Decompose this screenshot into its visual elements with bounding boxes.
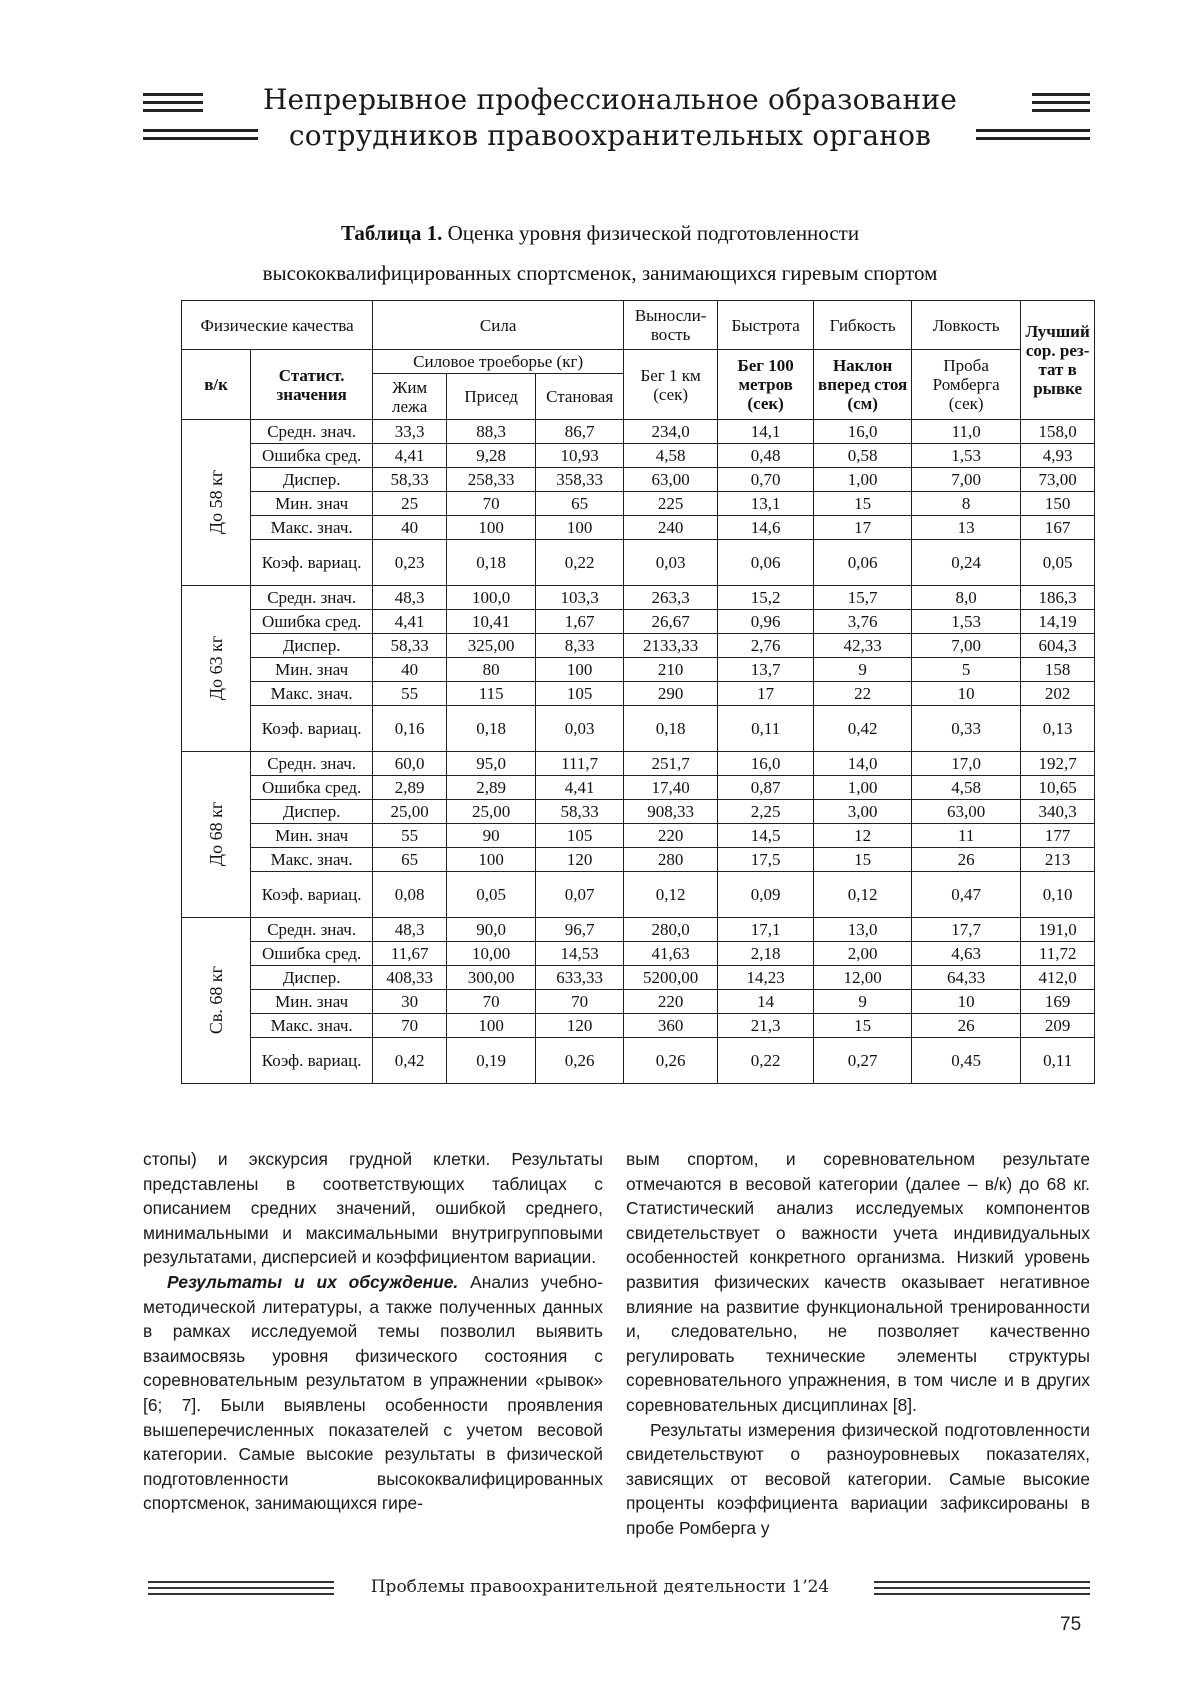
table-cell: 0,10: [1021, 872, 1095, 918]
table-cell: 0,58: [814, 444, 912, 468]
table-cell: 0,09: [718, 872, 814, 918]
table-cell: 70: [373, 1014, 447, 1038]
stat-label: Коэф. вариац.: [251, 1038, 373, 1084]
table-cell: 17: [814, 516, 912, 540]
table-cell: 13,7: [718, 658, 814, 682]
stat-label: Мин. знач: [251, 990, 373, 1014]
table-cell: 0,24: [912, 540, 1021, 586]
table-cell: 2,00: [814, 942, 912, 966]
table-cell: 40: [373, 658, 447, 682]
table-row: [182, 634, 1095, 658]
table-row: [182, 586, 1095, 610]
table-cell: 11: [912, 824, 1021, 848]
table-cell: 0,45: [912, 1038, 1021, 1084]
table-cell: 4,41: [373, 610, 447, 634]
table-cell: 0,23: [373, 540, 447, 586]
table-cell: 14,23: [718, 966, 814, 990]
header-beg-1km: Бег 1 км (сек): [624, 350, 718, 420]
table-cell: 17,0: [912, 752, 1021, 776]
table-cell: 0,26: [624, 1038, 718, 1084]
table-cell: 0,03: [536, 706, 624, 752]
table-row: [182, 682, 1095, 706]
table-cell: 90: [447, 824, 536, 848]
table-cell: 11,72: [1021, 942, 1095, 966]
table-cell: 0,26: [536, 1038, 624, 1084]
table-cell: 30: [373, 990, 447, 1014]
table-cell: 64,33: [912, 966, 1021, 990]
stat-label: Макс. знач.: [251, 848, 373, 872]
stat-label: Ошибка сред.: [251, 444, 373, 468]
table-cell: 17,1: [718, 918, 814, 942]
table-cell: 86,7: [536, 420, 624, 444]
table-cell: 4,41: [373, 444, 447, 468]
table-cell: 4,63: [912, 942, 1021, 966]
table-cell: 26,67: [624, 610, 718, 634]
table-row: [182, 824, 1095, 848]
table-cell: 209: [1021, 1014, 1095, 1038]
table-cell: 1,00: [814, 468, 912, 492]
table-row: [182, 872, 1095, 918]
table-cell: 4,58: [624, 444, 718, 468]
weight-category-text: До 63 кг: [206, 635, 227, 701]
stat-label: Ошибка сред.: [251, 776, 373, 800]
table-row: [182, 1038, 1095, 1084]
table-cell: 16,0: [814, 420, 912, 444]
table-cell: 100: [536, 658, 624, 682]
table-row: [182, 658, 1095, 682]
header-rule-right-2: [1032, 101, 1090, 104]
header-sila: Сила: [373, 301, 624, 350]
table-cell: 0,19: [447, 1038, 536, 1084]
table-cell: 0,48: [718, 444, 814, 468]
table-row: [182, 420, 1095, 444]
table-cell: 0,06: [814, 540, 912, 586]
table-cell: 26: [912, 848, 1021, 872]
stat-label: Мин. знач: [251, 658, 373, 682]
running-head-line2: сотрудников правоохранительных органов: [288, 119, 932, 152]
stat-label: Средн. знач.: [251, 918, 373, 942]
stat-label: Коэф. вариац.: [251, 540, 373, 586]
weight-category-label: [182, 420, 251, 586]
header-naklon: Наклон вперед стоя (см): [814, 350, 912, 420]
weight-category-text: Св. 68 кг: [206, 965, 227, 1035]
table-row: [182, 966, 1095, 990]
table-cell: 0,05: [447, 872, 536, 918]
table-row: [182, 444, 1095, 468]
header-rule-left-3: [143, 109, 203, 112]
table-cell: 263,3: [624, 586, 718, 610]
table-cell: 100: [447, 848, 536, 872]
table-cell: 100: [447, 1014, 536, 1038]
table-cell: 14,53: [536, 942, 624, 966]
weight-category-text: До 58 кг: [206, 469, 227, 535]
footer-rule-right-2: [874, 1587, 1090, 1589]
table-cell: 95,0: [447, 752, 536, 776]
page-number: 75: [1060, 1614, 1082, 1635]
weight-category-text: До 68 кг: [206, 801, 227, 867]
table-cell: 7,00: [912, 468, 1021, 492]
table-cell: 22: [814, 682, 912, 706]
table-cell: 0,06: [718, 540, 814, 586]
table-cell: 2,89: [373, 776, 447, 800]
table-cell: 14,6: [718, 516, 814, 540]
table-row: [182, 1014, 1095, 1038]
table-cell: 0,87: [718, 776, 814, 800]
table-cell: 412,0: [1021, 966, 1095, 990]
header-stanovaya: Становая: [536, 374, 624, 420]
header-bystrota: Быстрота: [718, 301, 814, 350]
header-stat-values: Статист. значения: [251, 350, 373, 420]
table-row: [182, 516, 1095, 540]
table-cell: 0,22: [536, 540, 624, 586]
table-cell: 0,03: [624, 540, 718, 586]
table-cell: 0,16: [373, 706, 447, 752]
weight-category-label: [182, 918, 251, 1084]
table-cell: 14: [718, 990, 814, 1014]
table-cell: 13: [912, 516, 1021, 540]
table-cell: 10,93: [536, 444, 624, 468]
table-cell: 63,00: [912, 800, 1021, 824]
header-prised: Присед: [447, 374, 536, 420]
weight-category-label: [182, 752, 251, 918]
table-cell: 0,42: [373, 1038, 447, 1084]
table-cell: 12,00: [814, 966, 912, 990]
table-cell: 0,13: [1021, 706, 1095, 752]
table-cell: 26: [912, 1014, 1021, 1038]
table-cell: 58,33: [536, 800, 624, 824]
table-cell: 105: [536, 682, 624, 706]
table-cell: 0,07: [536, 872, 624, 918]
table-cell: 9: [814, 658, 912, 682]
table-cell: 169: [1021, 990, 1095, 1014]
table-cell: 0,22: [718, 1038, 814, 1084]
table-cell: 73,00: [1021, 468, 1095, 492]
table-cell: 90,0: [447, 918, 536, 942]
table-cell: 9: [814, 990, 912, 1014]
table-cell: 2,18: [718, 942, 814, 966]
table-cell: 0,33: [912, 706, 1021, 752]
body-column-right: [626, 1147, 1090, 1541]
table-cell: 65: [373, 848, 447, 872]
table-cell: 186,3: [1021, 586, 1095, 610]
paragraph-text: Анализ учебно-методической литературы, а также полученных данных в рамках исследуемой темы позволил выявить взаимосвязь уровня физического состояния с соревновательным результатом в упражнении «рывок» [6; 7]. Были выявлены особенности проявления вышеперечисленных показателей с учетом весовой категории. Самые высокие результаты в физической подготовленности высококвалифицированных спортсменок, занимающихся гире-: [143, 1271, 603, 1514]
header-triathlon: Силовое троеборье (кг): [373, 350, 624, 374]
table-cell: 2,76: [718, 634, 814, 658]
stat-label: Диспер.: [251, 800, 373, 824]
table-cell: 42,33: [814, 634, 912, 658]
table-cell: 251,7: [624, 752, 718, 776]
table-cell: 0,05: [1021, 540, 1095, 586]
table-cell: 88,3: [447, 420, 536, 444]
table-cell: 10,65: [1021, 776, 1095, 800]
table-cell: 225: [624, 492, 718, 516]
table-cell: 325,00: [447, 634, 536, 658]
table-caption-text: Оценка уровня физической подготовленности: [442, 221, 860, 245]
table-cell: 48,3: [373, 586, 447, 610]
table-cell: 55: [373, 682, 447, 706]
table-row: [182, 990, 1095, 1014]
table-row: [182, 706, 1095, 752]
header-vk: в/к: [182, 350, 251, 420]
table-cell: 3,76: [814, 610, 912, 634]
stat-label: Макс. знач.: [251, 516, 373, 540]
paragraph: стопы) и экскурсия грудной клетки. Результаты представлены в соответствующих таблицах с описанием средних значений, ошибкой среднего, минимальными и максимальными внутригрупповыми результатами, дисперсией и коэффициентом вариации.: [143, 1149, 603, 1268]
table-cell: 213: [1021, 848, 1095, 872]
table-cell: 340,3: [1021, 800, 1095, 824]
table-cell: 0,27: [814, 1038, 912, 1084]
table-cell: 220: [624, 824, 718, 848]
table-cell: 158: [1021, 658, 1095, 682]
table-cell: 300,00: [447, 966, 536, 990]
table-cell: 40: [373, 516, 447, 540]
table-cell: 14,19: [1021, 610, 1095, 634]
table-cell: 100: [447, 516, 536, 540]
table-cell: 0,18: [447, 540, 536, 586]
section-heading: Результаты и их обсуждение.: [167, 1271, 459, 1292]
table-cell: 21,3: [718, 1014, 814, 1038]
table-row: [182, 800, 1095, 824]
header-rule-left-4: [143, 129, 258, 132]
table-cell: 1,00: [814, 776, 912, 800]
table-cell: 7,00: [912, 634, 1021, 658]
table-cell: 80: [447, 658, 536, 682]
table-cell: 15: [814, 1014, 912, 1038]
table-cell: 0,08: [373, 872, 447, 918]
table-cell: 633,33: [536, 966, 624, 990]
header-rule-left-2: [143, 101, 203, 104]
table-caption: [150, 221, 1050, 246]
table-cell: 8,33: [536, 634, 624, 658]
table-cell: 105: [536, 824, 624, 848]
table-cell: 13,0: [814, 918, 912, 942]
stat-label: Макс. знач.: [251, 682, 373, 706]
table-cell: 17: [718, 682, 814, 706]
table-row: [182, 540, 1095, 586]
header-rule-left-1: [143, 93, 203, 96]
table-cell: 358,33: [536, 468, 624, 492]
table-cell: 5: [912, 658, 1021, 682]
table-cell: 100,0: [447, 586, 536, 610]
table-cell: 15: [814, 492, 912, 516]
table-cell: 1,67: [536, 610, 624, 634]
weight-category-label: [182, 586, 251, 752]
table-caption-label: Таблица 1.: [340, 221, 443, 245]
header-vynoslivost: Выносли-вость: [624, 301, 718, 350]
table-cell: 41,63: [624, 942, 718, 966]
table-cell: 2,25: [718, 800, 814, 824]
table-cell: 111,7: [536, 752, 624, 776]
table-row: [182, 492, 1095, 516]
table-cell: 10,00: [447, 942, 536, 966]
table-cell: 0,12: [814, 872, 912, 918]
journal-footer: Проблемы правоохранительной деятельности 1’24: [370, 1577, 830, 1597]
table-cell: 70: [447, 990, 536, 1014]
table-cell: 4,41: [536, 776, 624, 800]
table-cell: 11,0: [912, 420, 1021, 444]
table-cell: 2,89: [447, 776, 536, 800]
table-cell: 58,33: [373, 634, 447, 658]
table-cell: 70: [536, 990, 624, 1014]
table-cell: 17,40: [624, 776, 718, 800]
table-cell: 167: [1021, 516, 1095, 540]
table-cell: 15,7: [814, 586, 912, 610]
body-column-left: [143, 1147, 603, 1516]
table-cell: 100: [536, 516, 624, 540]
table-row: [182, 468, 1095, 492]
table-cell: 258,33: [447, 468, 536, 492]
table-cell: 280,0: [624, 918, 718, 942]
table-cell: 8: [912, 492, 1021, 516]
table-cell: 15,2: [718, 586, 814, 610]
table-cell: 12: [814, 824, 912, 848]
table-cell: 3,00: [814, 800, 912, 824]
stat-label: Ошибка сред.: [251, 610, 373, 634]
table-cell: 0,12: [624, 872, 718, 918]
running-head: [260, 82, 960, 154]
header-beg-100m: Бег 100 метров (сек): [718, 350, 814, 420]
table-cell: 0,47: [912, 872, 1021, 918]
header-rule-right-3: [1032, 109, 1090, 112]
table-cell: 2133,33: [624, 634, 718, 658]
table-cell: 14,1: [718, 420, 814, 444]
table-row: [182, 942, 1095, 966]
stat-label: Мин. знач: [251, 824, 373, 848]
footer-rule-right-3: [874, 1593, 1090, 1595]
table-cell: 280: [624, 848, 718, 872]
table-cell: 96,7: [536, 918, 624, 942]
header-rule-right-4: [976, 129, 1090, 132]
table-cell: 1,53: [912, 444, 1021, 468]
table-cell: 33,3: [373, 420, 447, 444]
paragraph: Результаты измерения физической подготовленности свидетельствуют о разноуровневых показателях, зависящих от весовой категории. Самые высокие проценты коэффициента вариации зафиксированы в пробе Ромберга у: [626, 1419, 1090, 1538]
header-phys-qualities: Физические качества: [182, 301, 373, 350]
table-cell: 360: [624, 1014, 718, 1038]
table-caption-line2: высококвалифицированных спортсменок, занимающихся гиревым спортом: [262, 261, 938, 285]
table-cell: 1,53: [912, 610, 1021, 634]
table-cell: 0,11: [1021, 1038, 1095, 1084]
table-cell: 120: [536, 1014, 624, 1038]
table-cell: 210: [624, 658, 718, 682]
table-cell: 202: [1021, 682, 1095, 706]
table-cell: 150: [1021, 492, 1095, 516]
data-table: [181, 300, 1095, 1084]
stat-label: Коэф. вариац.: [251, 872, 373, 918]
table-cell: 191,0: [1021, 918, 1095, 942]
header-rule-left-5: [143, 137, 258, 140]
table-cell: 55: [373, 824, 447, 848]
stat-label: Средн. знач.: [251, 586, 373, 610]
table-row: [182, 918, 1095, 942]
header-zhim: Жим лежа: [373, 374, 447, 420]
table-cell: 60,0: [373, 752, 447, 776]
header-rule-right-5: [976, 137, 1090, 140]
table-cell: 58,33: [373, 468, 447, 492]
table-cell: 65: [536, 492, 624, 516]
table-cell: 63,00: [624, 468, 718, 492]
table-cell: 408,33: [373, 966, 447, 990]
table-cell: 220: [624, 990, 718, 1014]
table-cell: 16,0: [718, 752, 814, 776]
stat-label: Средн. знач.: [251, 420, 373, 444]
table-cell: 908,33: [624, 800, 718, 824]
table-cell: 10: [912, 682, 1021, 706]
table-cell: 120: [536, 848, 624, 872]
header-rule-right-1: [1032, 93, 1090, 96]
table-cell: 234,0: [624, 420, 718, 444]
table-cell: 240: [624, 516, 718, 540]
table-cell: 103,3: [536, 586, 624, 610]
table-cell: 25,00: [447, 800, 536, 824]
table-cell: 15: [814, 848, 912, 872]
table-cell: 192,7: [1021, 752, 1095, 776]
running-head-line1: Непрерывное профессиональное образование: [262, 83, 958, 116]
paragraph: вым спортом, и соревновательном результате отмечаются в весовой категории (далее – в/к) до 68 кг. Статистический анализ исследуемых компонентов свидетельствует о важности учета индивидуальных особенностей конкретного организма. Низкий уровень развития физических качеств оказывает негативное влияние на развитие функциональной тренированности и, следовательно, не позволяет качественно регулировать технические элементы структуры соревновательного упражнения, в том числе и в других соревновательных дисциплинах [8].: [626, 1149, 1090, 1415]
header-best-result: Лучший сор. рез-тат в рывке: [1021, 301, 1095, 420]
table-cell: 14,0: [814, 752, 912, 776]
stat-label: Средн. знач.: [251, 752, 373, 776]
stat-label: Мин. знач: [251, 492, 373, 516]
stat-label: Коэф. вариац.: [251, 706, 373, 752]
table-cell: 13,1: [718, 492, 814, 516]
table-cell: 158,0: [1021, 420, 1095, 444]
table-cell: 9,28: [447, 444, 536, 468]
table-row: [182, 848, 1095, 872]
table-cell: 0,42: [814, 706, 912, 752]
footer-rule-right-1: [874, 1581, 1090, 1583]
table-cell: 290: [624, 682, 718, 706]
stat-label: Диспер.: [251, 634, 373, 658]
table-cell: 48,3: [373, 918, 447, 942]
stat-label: Ошибка сред.: [251, 942, 373, 966]
table-cell: 177: [1021, 824, 1095, 848]
stat-label: Диспер.: [251, 966, 373, 990]
table-cell: 11,67: [373, 942, 447, 966]
table-cell: 0,11: [718, 706, 814, 752]
header-gibkost: Гибкость: [814, 301, 912, 350]
table-cell: 4,93: [1021, 444, 1095, 468]
stat-label: Диспер.: [251, 468, 373, 492]
table-row: [182, 752, 1095, 776]
stat-label: Макс. знач.: [251, 1014, 373, 1038]
table-cell: 0,96: [718, 610, 814, 634]
header-lovkost: Ловкость: [912, 301, 1021, 350]
table-cell: 14,5: [718, 824, 814, 848]
table-cell: 115: [447, 682, 536, 706]
table-cell: 10: [912, 990, 1021, 1014]
table-cell: 17,5: [718, 848, 814, 872]
table-cell: 17,7: [912, 918, 1021, 942]
table-cell: 70: [447, 492, 536, 516]
header-romberg: Проба Ромберга (сек): [912, 350, 1021, 420]
table-cell: 4,58: [912, 776, 1021, 800]
table-cell: 0,70: [718, 468, 814, 492]
paragraph-results: [143, 1270, 603, 1516]
table-cell: 0,18: [447, 706, 536, 752]
table-cell: 10,41: [447, 610, 536, 634]
table-cell: 25,00: [373, 800, 447, 824]
table-cell: 25: [373, 492, 447, 516]
table-cell: 5200,00: [624, 966, 718, 990]
table-row: [182, 610, 1095, 634]
table-cell: 0,18: [624, 706, 718, 752]
table-row: [182, 776, 1095, 800]
table-cell: 8,0: [912, 586, 1021, 610]
table-cell: 604,3: [1021, 634, 1095, 658]
